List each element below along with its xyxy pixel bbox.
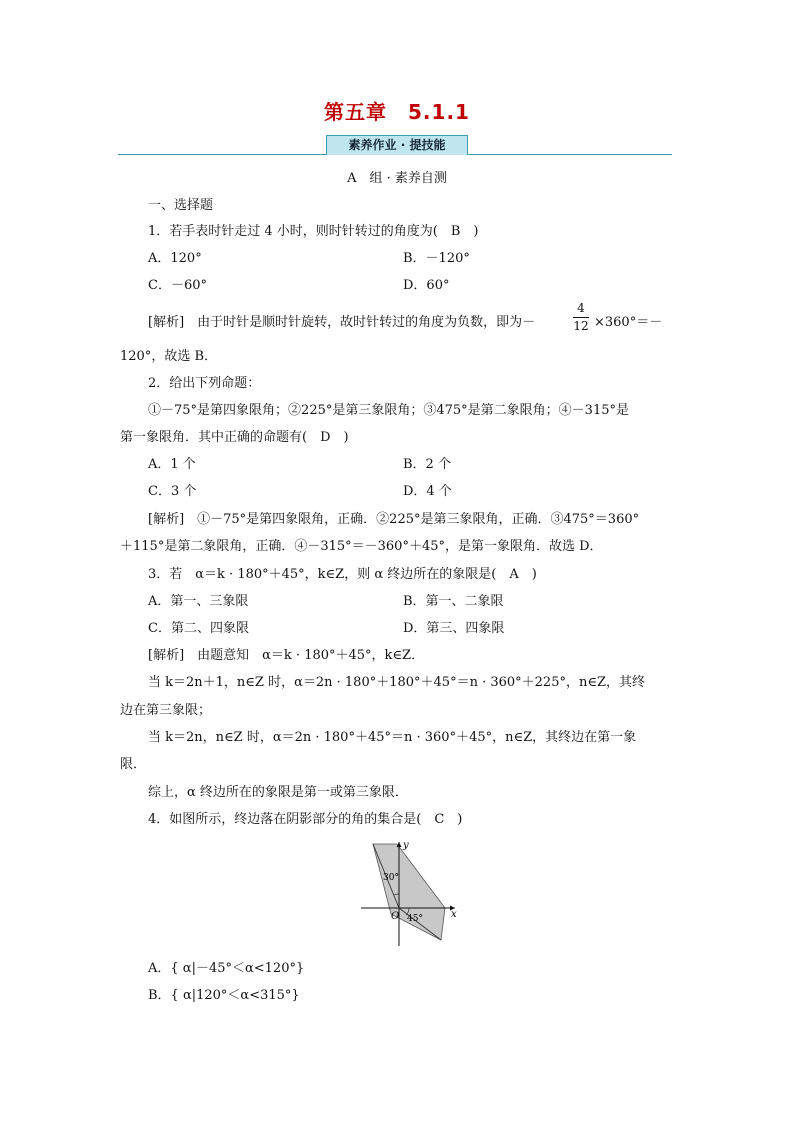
q2-option-d: D．4 个 <box>403 484 452 499</box>
section-heading: 一、选择题 <box>148 198 214 213</box>
q1-option-c: C．－60° <box>148 278 207 293</box>
q2-option-c: C．3 个 <box>148 484 197 499</box>
q2-line2: 第一象限角．其中正确的命题有( D ) <box>120 430 349 445</box>
q1-option-b: B．－120° <box>403 251 470 266</box>
q1-option-a: A．120° <box>148 251 202 266</box>
q3-option-b: B．第一、二象限 <box>403 594 504 609</box>
q4-option-b: B．{ α|120°＜α<315°} <box>148 988 300 1003</box>
shaded-region <box>373 844 445 940</box>
q1-analysis-line2: 120°，故选 B． <box>120 349 217 364</box>
fraction-denominator: 12 <box>573 319 589 333</box>
section-banner <box>118 135 672 157</box>
fraction-bar <box>573 317 589 318</box>
angle-label-45: 45° <box>407 914 423 924</box>
q1-analysis-line1: [解析] 由于时针是顺时针旋转，故时针转过的角度为负数，即为－ <box>148 315 536 330</box>
group-heading: A 组 · 素养自测 <box>347 171 447 186</box>
q3-analysis-line1: [解析] 由题意知 α＝k · 180°＋45°，k∈Z． <box>148 648 425 663</box>
x-label: x <box>451 909 457 920</box>
q3-analysis-line4: 当 k＝2n，n∈Z 时，α＝2n · 180°＋45°＝n · 360°＋45°，n∈Z，其终边在第一象 <box>148 730 637 745</box>
q2-stem: 2．给出下列命题： <box>148 376 261 391</box>
origin-label: O <box>391 911 400 922</box>
q4-figure <box>355 836 465 948</box>
q2-line1: ①－75°是第四象限角；②225°是第三象限角；③475°是第二象限角；④－315°是 <box>148 403 629 418</box>
banner-label: 素养作业 · 提技能 <box>326 135 468 155</box>
q1-stem: 1．若手表时针走过 4 小时，则时针转过的角度为( B ) <box>148 224 479 239</box>
q1-fraction <box>570 302 592 333</box>
q3-option-d: D．第三、四象限 <box>403 621 505 636</box>
y-label: y <box>403 840 409 851</box>
fraction-numerator: 4 <box>577 301 585 315</box>
q4-option-a: A．{ α|－45°＜α<120°} <box>148 961 305 976</box>
q3-analysis-line5: 限． <box>120 757 147 772</box>
q1-option-d: D．60° <box>403 278 450 293</box>
q2-option-b: B．2 个 <box>403 457 451 472</box>
q3-stem: 3．若 α＝k · 180°＋45°，k∈Z，则 α 终边所在的象限是( A ) <box>148 567 537 582</box>
q3-analysis-line2: 当 k＝2n＋1，n∈Z 时，α＝2n · 180°＋180°＋45°＝n · 360°＋225°，n∈Z，其终 <box>148 675 645 690</box>
q2-option-a: A．1 个 <box>148 457 196 472</box>
q3-option-a: A．第一、三象限 <box>148 594 249 609</box>
q3-option-c: C．第二、四象限 <box>148 621 249 636</box>
page-title: 第五章 5.1.1 <box>324 100 470 124</box>
q3-analysis-line6: 综上，α 终边所在的象限是第一或第三象限． <box>148 785 408 800</box>
q2-analysis-line1: [解析] ①－75°是第四象限角，正确．②225°是第三象限角，正确．③475°＝360° <box>148 512 640 527</box>
q2-analysis-line2: ＋115°是第二象限角，正确．④－315°＝－360°＋45°，是第一象限角．故选 D． <box>120 539 603 554</box>
q3-analysis-line3: 边在第三象限； <box>120 703 212 718</box>
q1-analysis-line1-tail: ×360°＝－ <box>594 315 663 330</box>
q4-stem: 4．如图所示，终边落在阴影部分的角的集合是( C ) <box>148 812 463 827</box>
angle-label-30: 30° <box>383 873 399 883</box>
